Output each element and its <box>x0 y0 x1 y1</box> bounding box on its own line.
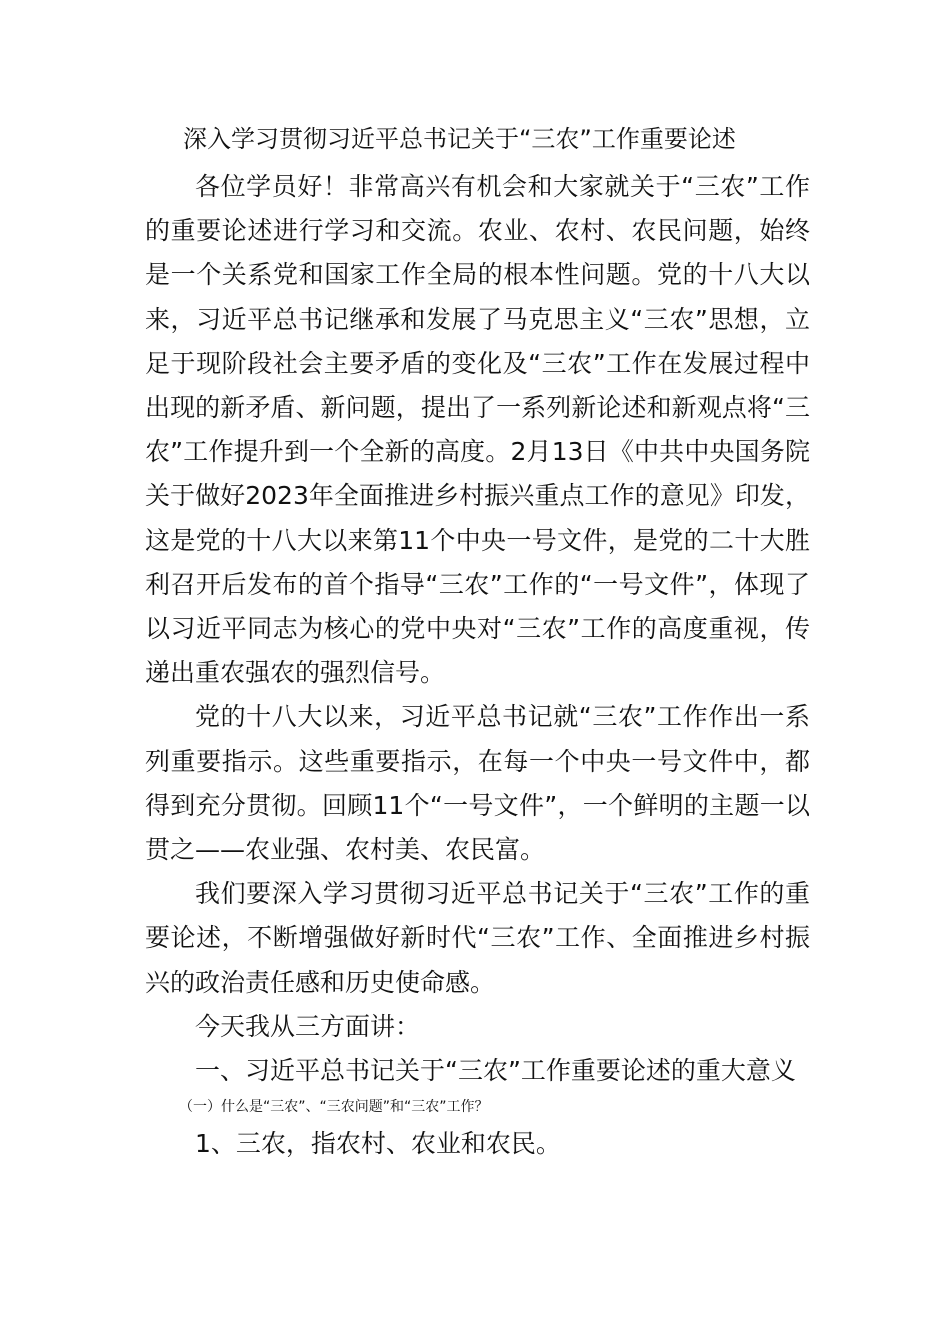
section-heading-1: 一、习近平总书记关于“三农”工作重要论述的重大意义 <box>195 1056 796 1086</box>
document-title: 深入学习贯彻习近平总书记关于“三农”工作重要论述 <box>183 125 736 153</box>
paragraph-outline-intro: 今天我从三方面讲： <box>195 1011 421 1041</box>
document-body <box>145 165 810 1166</box>
sub-heading-1: （一）什么是“三农”、“三农问题”和“三农”工作？ <box>179 1099 489 1116</box>
paragraph-instructions: 党的十八大以来，习近平总书记就“三农”工作作出一系列重要指示。这些重要指示，在每一个中央一号文件中，都得到充分贯彻。回顾11个“一号文件”，一个鲜明的主题一以贯之——农业强、农村美、农民富。 <box>145 702 810 865</box>
paragraph-intro: 各位学员好！非常高兴有机会和大家就关于“三农”工作的重要论述进行学习和交流。农业、农村、农民问题，始终是一个关系党和国家工作全局的根本性问题。党的十八大以来，习近平总书记继承和发展了马克思主义“三农”思想，立足于现阶段社会主要矛盾的变化及“三农”工作在发展过程中出现的新矛盾、新问题，提出了一系列新论述和新观点将“三农”工作提升到一个全新的高度。2月13日《中共中央国务院关于做好2023年全面推进乡村振兴重点工作的意见》印发，这是党的十八大以来第11个中央一号文件，是党的二十大胜利召开后发布的首个指导“三农”工作的“一号文件”，体现了以习近平同志为核心的党中央对“三农”工作的高度重视，传递出重农强农的强烈信号。 <box>145 172 810 688</box>
paragraph-study-goal: 我们要深入学习贯彻习近平总书记关于“三农”工作的重要论述，不断增强做好新时代“三农”工作、全面推进乡村振兴的政治责任感和历史使命感。 <box>145 879 810 997</box>
list-item-1: 1、三农，指农村、农业和农民。 <box>195 1129 561 1159</box>
